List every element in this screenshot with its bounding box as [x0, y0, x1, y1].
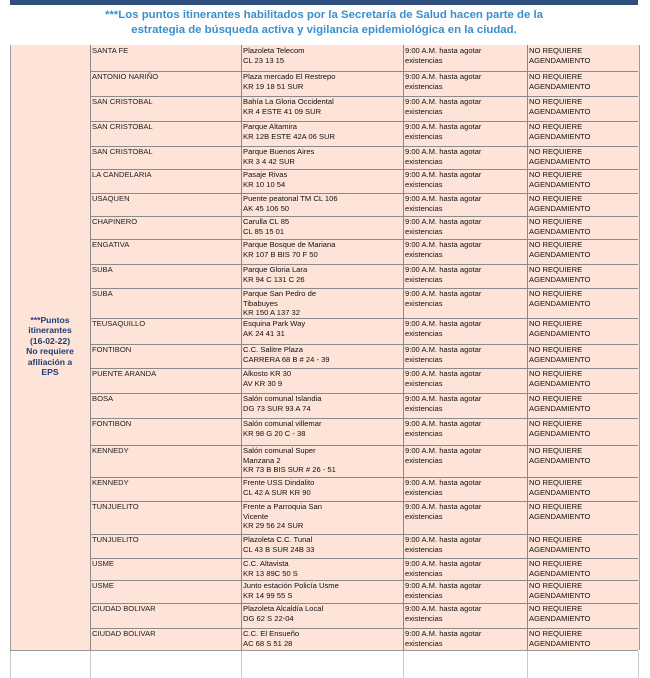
place-line: AC 68 S 51 28: [243, 638, 293, 648]
schedule-line: 9:00 A.M. hasta agotar: [405, 369, 482, 378]
schedule-line: 9:00 A.M. hasta agotar: [405, 535, 482, 544]
table-cell-schedule: [405, 604, 525, 623]
table-cell-place: [243, 604, 401, 623]
table-cell-locality: [92, 265, 239, 275]
place-line: Bahía La Gloria Occidental: [243, 97, 334, 106]
table-cell-appointment: [529, 265, 637, 284]
locality-line: KENNEDY: [92, 478, 129, 487]
schedule-line: existencias: [405, 544, 443, 554]
table-cell-appointment: [529, 581, 637, 600]
locality-line: CHAPINERO: [92, 217, 138, 226]
place-line: Vicente: [243, 511, 269, 521]
table-cell-schedule: [405, 147, 525, 166]
place-line: AK 24 41 31: [243, 328, 285, 338]
notice-line: ***Los puntos itinerantes habilitados por la Secretaría de Salud hacen parte de la: [104, 9, 544, 21]
appointment-line: NO REQUIERE: [529, 559, 583, 568]
appointment-line: AGENDAMIENTO: [529, 590, 591, 600]
appointment-line: AGENDAMIENTO: [529, 203, 591, 213]
table-cell-place: [243, 122, 401, 141]
appointment-line: AGENDAMIENTO: [529, 638, 591, 648]
schedule-line: 9:00 A.M. hasta agotar: [405, 122, 482, 131]
table-footer: [10, 651, 638, 678]
appointment-line: NO REQUIERE: [529, 535, 583, 544]
locality-line: CIUDAD BOLIVAR: [92, 604, 156, 613]
place-line: KR 73 B BIS SUR # 26 - 51: [243, 465, 336, 474]
place-line: Alkosto KR 30: [243, 369, 292, 378]
column-divider: [241, 651, 242, 678]
place-line: Salón comunal Islandia: [243, 394, 322, 403]
column-divider: [241, 45, 242, 650]
locality-line: SUBA: [92, 265, 113, 274]
table-cell-schedule: [405, 240, 525, 259]
appointment-line: NO REQUIERE: [529, 46, 583, 55]
header-bar: [10, 0, 638, 5]
place-line: Plazoleta Telecom: [243, 46, 305, 55]
schedule-line: 9:00 A.M. hasta agotar: [405, 604, 482, 613]
appointment-line: NO REQUIERE: [529, 217, 583, 226]
place-line: KR 98 G 20 C - 38: [243, 428, 306, 438]
place-line: KR 150 A 137 32: [243, 308, 301, 317]
column-divider: [638, 651, 639, 678]
table-cell-locality: [92, 97, 239, 107]
table-cell-place: [243, 194, 401, 213]
table-cell-schedule: [405, 419, 525, 438]
table-cell-locality: [92, 46, 239, 56]
table-cell-schedule: [405, 97, 525, 116]
appointment-line: NO REQUIERE: [529, 604, 583, 613]
appointment-line: NO REQUIERE: [529, 147, 583, 156]
table-cell-schedule: [405, 394, 525, 413]
table-cell-locality: [92, 581, 239, 591]
locality-line: TUNJUELITO: [92, 502, 139, 511]
appointment-line: NO REQUIERE: [529, 419, 583, 428]
place-line: CARRERA 68 B # 24 - 39: [243, 354, 330, 364]
place-line: Junto estación Policía Usme: [243, 581, 339, 590]
appointment-line: AGENDAMIENTO: [529, 274, 591, 284]
appointment-line: NO REQUIERE: [529, 289, 583, 298]
place-line: Carulla CL 85: [243, 217, 290, 226]
table-cell-schedule: [405, 72, 525, 91]
place-line: Plazoleta Alcaldía Local: [243, 604, 324, 613]
table-cell-place: [243, 289, 401, 318]
appointment-line: AGENDAMIENTO: [529, 428, 591, 438]
table-cell-locality: [92, 147, 239, 157]
place-line: Parque Gloria Lara: [243, 265, 308, 274]
schedule-line: 9:00 A.M. hasta agotar: [405, 319, 482, 328]
place-line: Parque Altamira: [243, 122, 298, 131]
table-cell-appointment: [529, 194, 637, 213]
place-line: KR 107 B BIS 70 F 50: [243, 249, 318, 259]
schedule-line: existencias: [405, 179, 443, 189]
table-cell-appointment: [529, 604, 637, 623]
table-cell-locality: [92, 478, 239, 488]
schedule-line: 9:00 A.M. hasta agotar: [405, 446, 482, 455]
appointment-line: AGENDAMIENTO: [529, 226, 591, 236]
table-cell-schedule: [405, 194, 525, 213]
locality-line: SAN CRISTOBAL: [92, 122, 153, 131]
table-cell-schedule: [405, 319, 525, 338]
schedule-line: existencias: [405, 106, 443, 116]
place-line: KR 94 C 131 C 26: [243, 274, 305, 284]
notice-text: [10, 8, 638, 44]
table-cell-place: [243, 559, 401, 578]
schedule-line: existencias: [405, 328, 443, 338]
table-cell-locality: [92, 72, 239, 82]
table-cell-appointment: [529, 240, 637, 259]
table-cell-locality: [92, 559, 239, 569]
table-cell-locality: [92, 194, 239, 204]
table-cell-place: [243, 319, 401, 338]
table-cell-locality: [92, 369, 239, 379]
schedule-line: existencias: [405, 403, 443, 413]
locality-line: TEUSAQUILLO: [92, 319, 146, 328]
schedule-line: 9:00 A.M. hasta agotar: [405, 265, 482, 274]
place-line: CL 85 15 01: [243, 226, 285, 236]
table-cell-locality: [92, 394, 239, 404]
appointment-line: NO REQUIERE: [529, 394, 583, 403]
appointment-line: AGENDAMIENTO: [529, 328, 591, 338]
locality-line: LA CANDELARIA: [92, 170, 152, 179]
table-cell-place: [243, 419, 401, 438]
place-line: CL 23 13 15: [243, 55, 285, 65]
appointment-line: NO REQUIERE: [529, 97, 583, 106]
appointment-line: AGENDAMIENTO: [529, 81, 591, 91]
schedule-line: existencias: [405, 226, 443, 236]
table-cell-locality: [92, 170, 239, 180]
schedule-line: existencias: [405, 455, 443, 465]
appointment-line: AGENDAMIENTO: [529, 179, 591, 189]
table-cell-appointment: [529, 122, 637, 141]
table-cell-appointment: [529, 46, 637, 65]
table-cell-schedule: [405, 46, 525, 65]
schedule-line: existencias: [405, 298, 443, 308]
locality-line: USME: [92, 581, 114, 590]
appointment-line: NO REQUIERE: [529, 122, 583, 131]
place-line: Parque Bosque de Mariana: [243, 240, 336, 249]
appointment-line: NO REQUIERE: [529, 319, 583, 328]
locality-line: ANTONIO NARIÑO: [92, 72, 159, 81]
locality-line: SANTA FE: [92, 46, 129, 55]
appointment-line: AGENDAMIENTO: [529, 249, 591, 259]
table-cell-schedule: [405, 289, 525, 308]
appointment-line: AGENDAMIENTO: [529, 568, 591, 578]
appointment-line: AGENDAMIENTO: [529, 378, 591, 388]
schedule-line: 9:00 A.M. hasta agotar: [405, 419, 482, 428]
schedule-line: 9:00 A.M. hasta agotar: [405, 147, 482, 156]
schedule-line: 9:00 A.M. hasta agotar: [405, 72, 482, 81]
table-cell-locality: [92, 446, 239, 456]
place-line: Salón comunal villemar: [243, 419, 322, 428]
place-line: AK 45 106 50: [243, 203, 290, 213]
table-cell-place: [243, 217, 401, 236]
place-line: Tibabuyes: [243, 298, 278, 308]
place-line: Esquina Park Way: [243, 319, 306, 328]
place-line: Frente a Parroquia San: [243, 502, 322, 511]
schedule-line: 9:00 A.M. hasta agotar: [405, 581, 482, 590]
locality-line: SAN CRISTOBAL: [92, 97, 153, 106]
table-cell-locality: [92, 217, 239, 227]
locality-line: KENNEDY: [92, 446, 129, 455]
table-cell-schedule: [405, 122, 525, 141]
schedule-line: existencias: [405, 487, 443, 497]
place-line: KR 14 99 55 S: [243, 590, 293, 600]
place-line: KR 29 56 24 SUR: [243, 521, 304, 530]
appointment-line: NO REQUIERE: [529, 581, 583, 590]
place-line: Parque San Pedro de: [243, 289, 317, 298]
notice-line: estrategia de búsqueda activa y vigilancia epidemiológica en la ciudad.: [131, 24, 517, 36]
place-line: KR 12B ESTE 42A 06 SUR: [243, 131, 336, 141]
schedule-line: 9:00 A.M. hasta agotar: [405, 217, 482, 226]
appointment-line: AGENDAMIENTO: [529, 511, 591, 521]
table-cell-appointment: [529, 345, 637, 364]
appointment-line: AGENDAMIENTO: [529, 156, 591, 166]
place-line: AV KR 30 9: [243, 378, 283, 388]
table-cell-appointment: [529, 369, 637, 388]
appointment-line: NO REQUIERE: [529, 265, 583, 274]
table-cell-appointment: [529, 419, 637, 438]
table-cell-appointment: [529, 535, 637, 554]
table-cell-place: [243, 629, 401, 648]
appointment-line: AGENDAMIENTO: [529, 131, 591, 141]
appointment-line: NO REQUIERE: [529, 194, 583, 203]
table-cell-appointment: [529, 170, 637, 189]
place-line: KR 10 10 54: [243, 179, 286, 189]
place-line: Parque Buenos Aires: [243, 147, 315, 156]
schedule-line: existencias: [405, 354, 443, 364]
locality-line: TUNJUELITO: [92, 535, 139, 544]
table-cell-place: [243, 72, 401, 91]
appointment-line: NO REQUIERE: [529, 629, 583, 638]
table-cell-place: [243, 147, 401, 166]
place-line: Manzana 2: [243, 455, 281, 465]
place-line: Plaza mercado El Restrepo: [243, 72, 336, 81]
place-line: Puente peatonal TM CL 106: [243, 194, 338, 203]
table-cell-appointment: [529, 478, 637, 497]
table-cell-appointment: [529, 394, 637, 413]
table-cell-schedule: [405, 170, 525, 189]
table-cell-schedule: [405, 478, 525, 497]
place-line: CL 43 B SUR 24B 33: [243, 544, 315, 554]
appointment-line: AGENDAMIENTO: [529, 354, 591, 364]
schedule-line: existencias: [405, 274, 443, 284]
locality-line: USAQUEN: [92, 194, 130, 203]
table-cell-schedule: [405, 345, 525, 364]
schedule-line: 9:00 A.M. hasta agotar: [405, 478, 482, 487]
table-cell-locality: [92, 319, 239, 329]
table-cell-locality: [92, 502, 239, 512]
table-cell-appointment: [529, 502, 637, 521]
table-cell-place: [243, 478, 401, 497]
table-cell-locality: [92, 122, 239, 132]
place-line: Salón comunal Super: [243, 446, 316, 455]
column-divider: [527, 651, 528, 678]
schedule-line: existencias: [405, 613, 443, 623]
table-cell-locality: [92, 629, 239, 639]
locality-line: SUBA: [92, 289, 113, 298]
schedule-line: 9:00 A.M. hasta agotar: [405, 194, 482, 203]
appointment-line: AGENDAMIENTO: [529, 298, 591, 308]
table-cell-appointment: [529, 319, 637, 338]
table-cell-appointment: [529, 289, 637, 308]
appointment-line: NO REQUIERE: [529, 72, 583, 81]
locality-line: USME: [92, 559, 114, 568]
table-cell-place: [243, 502, 401, 531]
locality-line: ENGATIVA: [92, 240, 130, 249]
schedule-line: existencias: [405, 131, 443, 141]
appointment-line: NO REQUIERE: [529, 478, 583, 487]
schedule-line: 9:00 A.M. hasta agotar: [405, 345, 482, 354]
appointment-line: NO REQUIERE: [529, 446, 583, 455]
table-cell-place: [243, 345, 401, 364]
schedule-line: 9:00 A.M. hasta agotar: [405, 170, 482, 179]
locality-line: PUENTE ARANDA: [92, 369, 157, 378]
place-line: Frente USS Dindalito: [243, 478, 315, 487]
table-cell-place: [243, 240, 401, 259]
schedule-line: existencias: [405, 428, 443, 438]
table-cell-locality: [92, 419, 239, 429]
table-cell-schedule: [405, 446, 525, 465]
place-line: C.C. Altavista: [243, 559, 289, 568]
schedule-line: existencias: [405, 638, 443, 648]
schedule-line: existencias: [405, 203, 443, 213]
place-line: C.C. El Ensueño: [243, 629, 300, 638]
table-cell-schedule: [405, 559, 525, 578]
appointment-line: AGENDAMIENTO: [529, 455, 591, 465]
schedule-line: 9:00 A.M. hasta agotar: [405, 629, 482, 638]
table-cell-place: [243, 535, 401, 554]
table-cell-appointment: [529, 559, 637, 578]
table-cell-schedule: [405, 535, 525, 554]
table-cell-place: [243, 581, 401, 600]
schedule-line: existencias: [405, 156, 443, 166]
schedule-line: existencias: [405, 568, 443, 578]
table-cell-schedule: [405, 217, 525, 236]
schedule-line: 9:00 A.M. hasta agotar: [405, 46, 482, 55]
group-label: ***Puntos itinerantes (16-02-22) No requiere afiliación a EPS: [26, 315, 74, 378]
place-line: KR 3 4 42 SUR: [243, 156, 295, 166]
table-cell-place: [243, 369, 401, 388]
schedule-line: 9:00 A.M. hasta agotar: [405, 502, 482, 511]
appointment-line: AGENDAMIENTO: [529, 487, 591, 497]
column-divider: [527, 45, 528, 650]
place-line: KR 13 89C 50 S: [243, 568, 298, 578]
column-divider: [10, 651, 11, 678]
place-line: C.C. Salitre Plaza: [243, 345, 303, 354]
place-line: KR 19 18 51 SUR: [243, 81, 304, 91]
table-cell-place: [243, 97, 401, 116]
table-cell-schedule: [405, 502, 525, 521]
appointment-line: NO REQUIERE: [529, 502, 583, 511]
table-cell-schedule: [405, 629, 525, 648]
table-cell-appointment: [529, 147, 637, 166]
schedule-line: existencias: [405, 249, 443, 259]
schedule-line: 9:00 A.M. hasta agotar: [405, 240, 482, 249]
schedule-line: 9:00 A.M. hasta agotar: [405, 97, 482, 106]
place-line: DG 62 S 22-04: [243, 613, 294, 623]
table-cell-place: [243, 394, 401, 413]
appointment-line: AGENDAMIENTO: [529, 55, 591, 65]
column-divider: [90, 45, 91, 650]
locality-line: SAN CRISTOBAL: [92, 147, 153, 156]
schedule-line: existencias: [405, 590, 443, 600]
appointment-line: AGENDAMIENTO: [529, 106, 591, 116]
table-cell-place: [243, 446, 401, 475]
appointment-line: AGENDAMIENTO: [529, 544, 591, 554]
table-cell-appointment: [529, 97, 637, 116]
table-cell-locality: [92, 345, 239, 355]
appointment-line: NO REQUIERE: [529, 345, 583, 354]
table-cell-appointment: [529, 629, 637, 648]
table-cell-schedule: [405, 369, 525, 388]
column-divider: [90, 651, 91, 678]
schedule-line: 9:00 A.M. hasta agotar: [405, 289, 482, 298]
schedule-line: existencias: [405, 378, 443, 388]
table-cell-locality: [92, 240, 239, 250]
table-cell-locality: [92, 535, 239, 545]
table-cell-locality: [92, 289, 239, 299]
locality-line: BOSA: [92, 394, 114, 403]
schedule-line: 9:00 A.M. hasta agotar: [405, 559, 482, 568]
table-cell-place: [243, 170, 401, 189]
appointment-line: AGENDAMIENTO: [529, 403, 591, 413]
column-divider: [403, 45, 404, 650]
schedule-line: existencias: [405, 55, 443, 65]
schedule-line: existencias: [405, 511, 443, 521]
appointment-line: NO REQUIERE: [529, 170, 583, 179]
appointment-line: NO REQUIERE: [529, 240, 583, 249]
column-divider: [403, 651, 404, 678]
table-cell-locality: [92, 604, 239, 614]
schedule-line: 9:00 A.M. hasta agotar: [405, 394, 482, 403]
locality-line: CIUDAD BOLIVAR: [92, 629, 156, 638]
place-line: KR 4 ESTE 41 09 SUR: [243, 106, 322, 116]
table-cell-place: [243, 265, 401, 284]
schedule-line: existencias: [405, 81, 443, 91]
locality-line: FONTIBON: [92, 419, 132, 428]
place-line: CL 42 A SUR KR 90: [243, 487, 311, 497]
table-cell-schedule: [405, 265, 525, 284]
table-cell-schedule: [405, 581, 525, 600]
table-cell-appointment: [529, 72, 637, 91]
place-line: Plazoleta C.C. Tunal: [243, 535, 313, 544]
table-cell-place: [243, 46, 401, 65]
table-cell-appointment: [529, 446, 637, 465]
table-cell-appointment: [529, 217, 637, 236]
place-line: DG 73 SUR 93 A 74: [243, 403, 311, 413]
locality-line: FONTIBON: [92, 345, 132, 354]
place-line: Pasaje Rivas: [243, 170, 288, 179]
appointment-line: NO REQUIERE: [529, 369, 583, 378]
appointment-line: AGENDAMIENTO: [529, 613, 591, 623]
